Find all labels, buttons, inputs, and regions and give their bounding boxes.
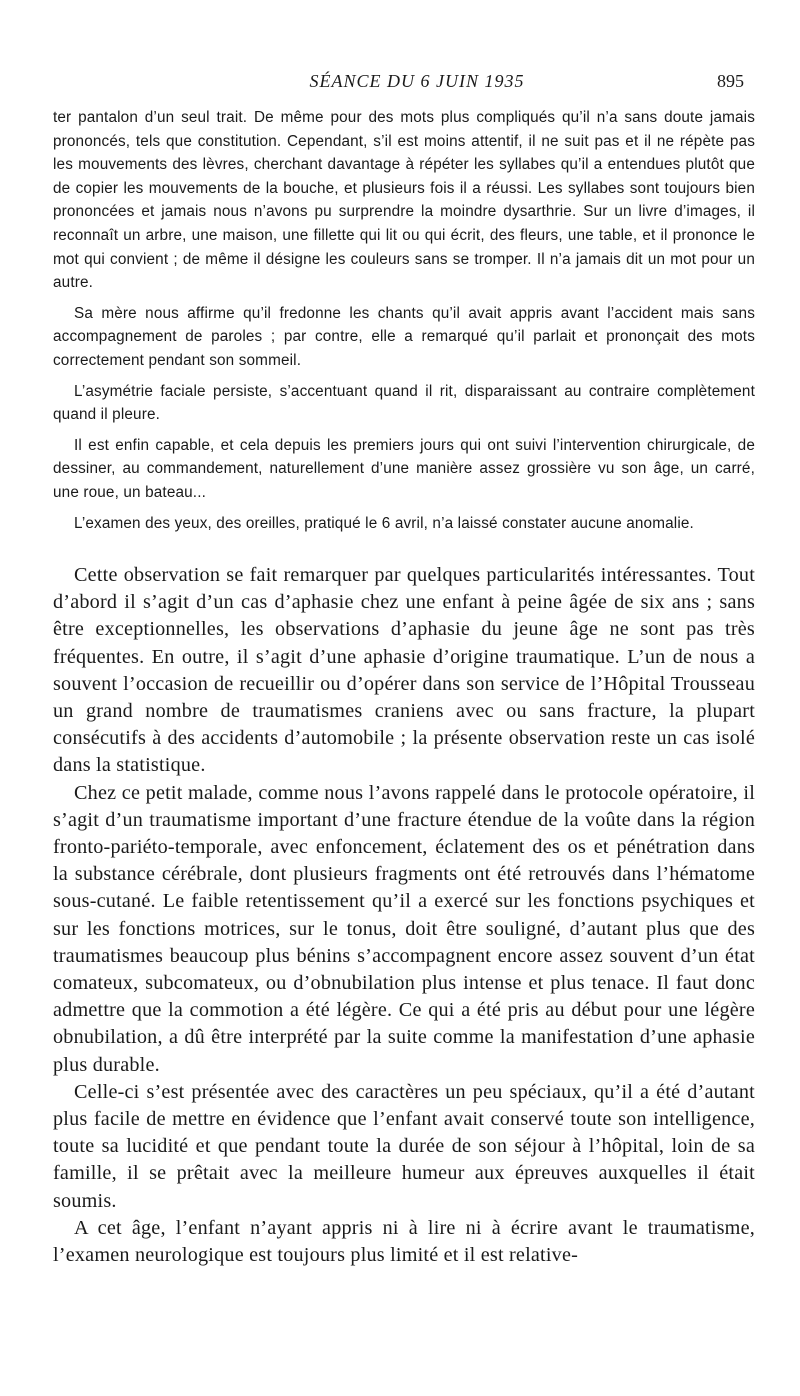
paragraph: Cette observation se fait remarquer par quelques particularités intéressantes. Tout d’abord il s’agit d’un cas d’aphasie chez une enfant à peine âgée de six ans ; sans être exceptionnelles, les observations d’aphasie du jeune âge ne sont pas très fréquentes. En outre, il s’agit d’une aphasie d’origine traumatique. L’un de nous a souvent l’occasion de recueillir ou d’opérer dans son service de l’Hôpital Trousseau un grand nombre de traumatismes craniens avec ou sans fracture, la plupart consécutifs à des accidents d’automobile ; la présente observation reste un cas isolé dans la statistique.	[53, 564, 755, 777]
paragraph: Il est enfin capable, et cela depuis les premiers jours qui ont suivi l’intervention chirurgicale, de dessiner, au commandement, naturellement d’une manière assez grossière vu son âge, un carré, une roue, un bateau...	[53, 436, 755, 501]
running-title: SÉANCE DU 6 JUIN 1935	[309, 71, 525, 91]
discussion-text	[53, 562, 755, 1269]
page-number: 895	[717, 71, 744, 91]
paragraph: L’examen des yeux, des oreilles, pratiqué le 6 avril, n’a laissé constater aucune anomalie.	[74, 514, 694, 532]
case-report-text	[53, 106, 755, 542]
paragraph: A cet âge, l’enfant n’ayant appris ni à lire ni à écrire avant le traumatisme, l’examen neurologique est toujours plus limité et il est relative-	[53, 1216, 755, 1267]
page-header	[90, 71, 744, 97]
paragraph: Sa mère nous affirme qu’il fredonne les chants qu’il avait appris avant l’accident mais sans accompagnement de paroles ; par contre, elle a remarqué qu’il parlait et prononçait des mots correctement pendant son sommeil.	[53, 304, 755, 369]
paragraph: L’asymétrie faciale persiste, s’accentuant quand il rit, disparaissant au contraire complètement quand il pleure.	[53, 382, 755, 424]
paragraph: Celle-ci s’est présentée avec des caractères un peu spéciaux, qu’il a été d’autant plus facile de mettre en évidence que l’enfant avait conservé toute son intelligence, toute sa lucidité et que pendant toute la durée de son séjour à l’hôpital, loin de sa famille, il se prêtait avec la meilleure humeur aux épreuves auxquelles il était soumis.	[53, 1080, 755, 1212]
paragraph: Chez ce petit malade, comme nous l’avons rappelé dans le protocole opératoire, il s’agit d’un traumatisme important d’une fracture étendue de la voûte dans la région fronto-pariéto-temporale, avec enfoncement, éclatement des os et pénétration dans la substance cérébrale, dont plusieurs fragments ont été retrouvés dans l’hématome sous-cutané. Le faible retentissement qu’il a exercé sur les fonctions psychiques et sur les fonctions motrices, sur le tonus, doit être souligné, d’autant plus que des traumatismes beaucoup plus bénins s’accompagnent encore assez souvent d’un état comateux, subcomateux, ou d’obnubilation plus intense et plus tenace. Il faut donc admettre que la commotion a été légère. Ce qui a été pris au début pour une légère obnubilation, a dû être interprété par la suite comme la manifestation d’une aphasie plus durable.	[53, 781, 755, 1076]
paragraph: ter pantalon d’un seul trait. De même pour des mots plus compliqués qu’il n’a sans doute jamais prononcés, tels que constitution. Cependant, s’il est moins attentif, il ne suit pas et il ne répète pas les mouvements des lèvres, cherchant davantage à répéter les syllabes qu’il a entendues plutôt que de copier les mouvements de la bouche, et plusieurs fois il a réussi. Les syllabes sont toujours bien prononcées et jamais nous n’avons pu surprendre la moindre dysarthrie. Sur un livre d’images, il reconnaît un arbre, une maison, une fillette qui lit ou qui écrit, des fleurs, une table, et il prononce le mot qui convient ; de même il désigne les couleurs sans se tromper. Il n’a jamais dit un mot pour un autre.	[53, 109, 755, 292]
